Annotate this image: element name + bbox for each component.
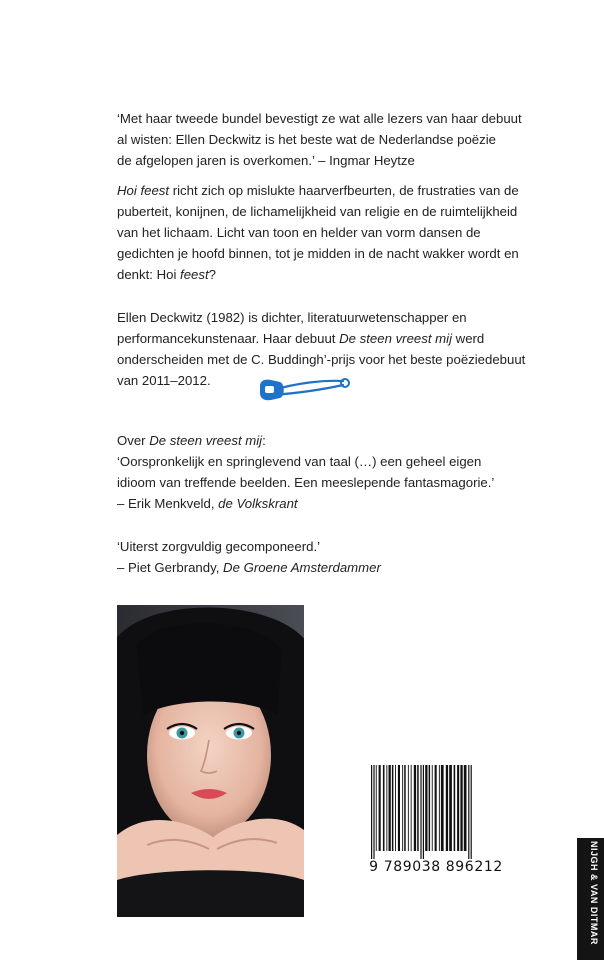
review-quotes-debut: [117, 430, 587, 514]
bio-line-3: onderscheiden met de C. Buddingh’-prijs voor het beste poëziedebuut: [117, 352, 526, 367]
barcode-bar: [379, 765, 381, 851]
review-quote-heytze: [117, 108, 587, 171]
blurb-line-2: puberteit, konijnen, de lichamelijkheid van religie en de ruimtelijkheid: [117, 204, 518, 219]
bio-line-2: performancekunstenaar. Haar debuut De steen vreest mij werd: [117, 331, 485, 346]
barcode-bar: [420, 765, 421, 859]
author-portrait-illustration: [117, 605, 304, 917]
barcode-bar: [392, 765, 394, 851]
publisher-name: NIJGH & VAN DITMAR: [589, 841, 599, 945]
safety-pin-icon: [257, 374, 353, 404]
barcode-bar: [395, 765, 396, 851]
barcode-bar: [441, 765, 444, 851]
barcode-bar: [429, 765, 431, 851]
barcode-bar: [464, 765, 467, 851]
barcode-bar: [468, 765, 469, 859]
barcode-bar: [386, 765, 387, 851]
book-title: Hoi feest: [117, 183, 170, 198]
barcode-bar: [404, 765, 406, 851]
barcode-bar: [376, 765, 377, 851]
quote-attribution: – Erik Menkveld, de Volkskrant: [117, 496, 298, 511]
barcode-bar: [389, 765, 391, 851]
barcode-bar: [471, 765, 472, 859]
isbn-barcode: [369, 765, 503, 880]
barcode-bar: [439, 765, 440, 851]
barcode-bar: [411, 765, 412, 851]
barcode-bar: [398, 765, 400, 851]
barcode-bar: [414, 765, 416, 851]
barcode-bar: [457, 765, 459, 851]
blurb-line-3: van het lichaam. Licht van toon en helder van vorm dansen de: [117, 225, 481, 240]
barcode-bar: [432, 765, 433, 851]
barcode-bar: [408, 765, 409, 851]
quote-line: ‘Uiterst zorgvuldig gecomponeerd.’: [117, 539, 321, 554]
blurb-line-5: denkt: Hoi feest?: [117, 267, 216, 282]
barcode-bar: [402, 765, 403, 851]
quote-line: idioom van treffende beelden. Een meeslepende fantasmagorie.’: [117, 475, 495, 490]
quote-line: al wisten: Ellen Deckwitz is het beste wat de Nederlandse poëzie: [117, 132, 496, 147]
bio-line-4: van 2011–2012.: [117, 373, 211, 388]
quote-line: de afgelopen jaren is overkomen.’ – Ingmar Heytze: [117, 153, 415, 168]
quote-line: ‘Oorspronkelijk en springlevend van taal (…) een geheel eigen: [117, 454, 482, 469]
barcode-bar: [383, 765, 385, 851]
barcode-bar: [417, 765, 419, 851]
barcode-bar: [371, 765, 372, 859]
review-quote-gerbrandy: [117, 536, 587, 578]
quote-line: ‘Met haar tweede bundel bevestigt ze wat alle lezers van haar debuut: [117, 111, 522, 126]
over-heading: Over De steen vreest mij:: [117, 433, 266, 448]
book-blurb: [117, 180, 587, 285]
quote-attribution: – Piet Gerbrandy, De Groene Amsterdammer: [117, 560, 381, 575]
blurb-line-1: Hoi feest richt zich op mislukte haarverfbeurten, de frustraties van de: [117, 183, 519, 198]
barcode-bar: [425, 765, 427, 851]
barcode-bar: [423, 765, 424, 859]
barcode-bar: [454, 765, 456, 851]
barcode-bar: [449, 765, 452, 851]
barcode-bar: [435, 765, 437, 851]
barcode-bars: [369, 765, 503, 859]
barcode-bar: [460, 765, 462, 851]
barcode-bar: [446, 765, 448, 851]
bio-line-1: Ellen Deckwitz (1982) is dichter, literatuurwetenschapper en: [117, 310, 467, 325]
isbn-number: 9 789038 896212: [369, 859, 503, 875]
blurb-line-4: gedichten je hoofd binnen, tot je midden in de nacht wakker wordt en: [117, 246, 519, 261]
barcode-bar: [373, 765, 374, 859]
author-photo: [117, 605, 304, 917]
